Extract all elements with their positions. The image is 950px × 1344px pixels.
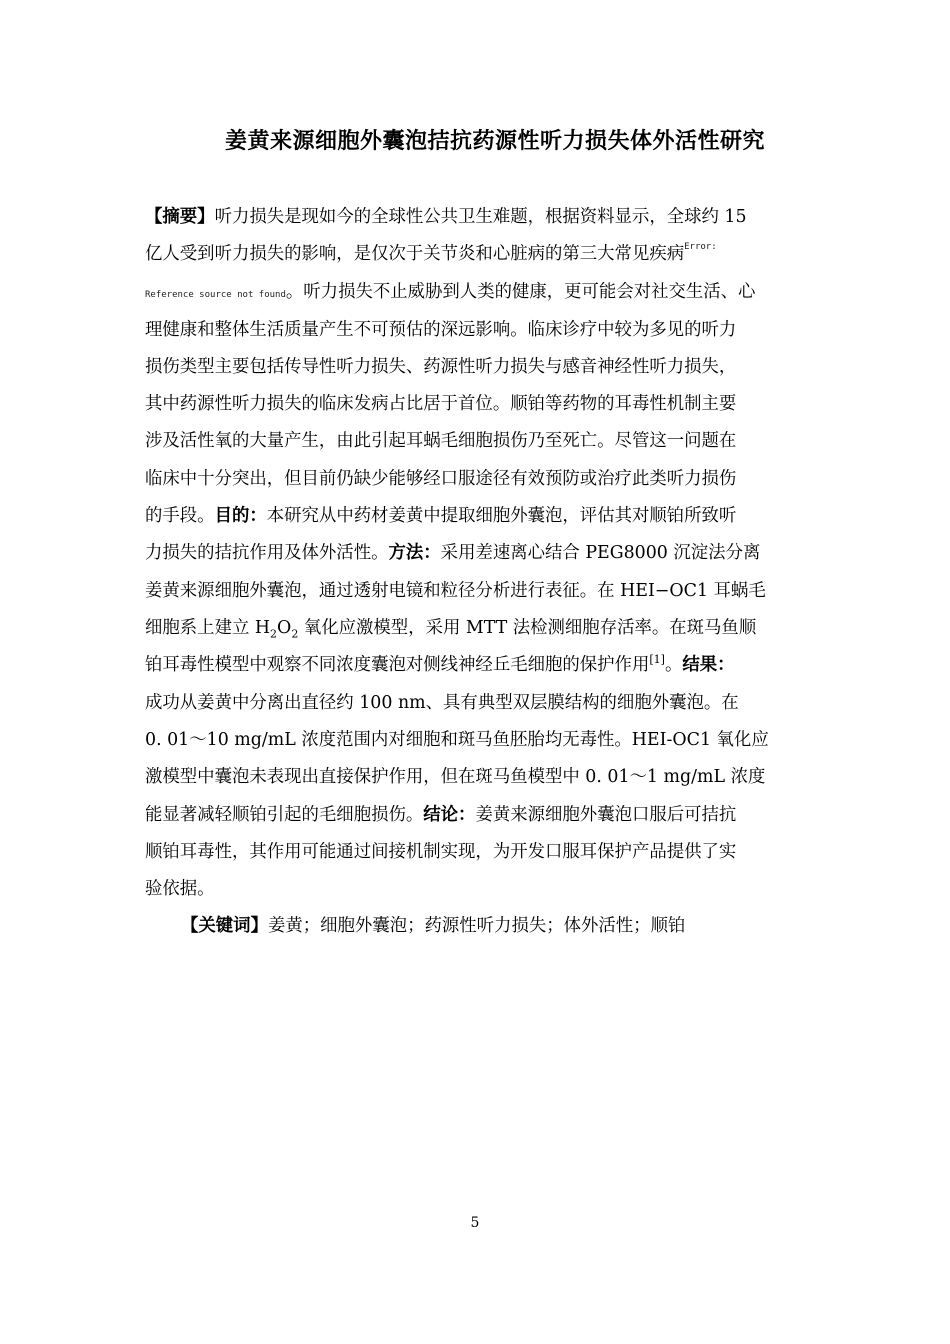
abstract-text: 能显著减轻顺铂引起的毛细胞损伤。 [145,805,424,825]
abstract-text: 。听力损失不止威胁到人类的健康，更可能会对社交生活、心 [285,282,756,302]
method-label: 方法： [388,543,441,563]
keywords-line [181,918,685,935]
abstract-text: 的手段。 [145,506,215,526]
reference-error-text: Error: [684,242,717,252]
paper-title: 姜黄来源细胞外囊泡拮抗药源性听力损失体外活性研究 [224,129,765,154]
conclusion-label: 结论： [423,805,476,825]
abstract-line [145,807,736,824]
abstract-text: 氧化应激模型，采用 MTT 法检测细胞存活率。在斑马鱼顺 [298,618,757,638]
abstract-line: 姜黄来源细胞外囊泡，通过透射电镜和粒径分析进行表征。在 HEI−OC1 耳蜗毛 [145,581,766,601]
abstract-text: 亿人受到听力损失的影响，是仅次于关节炎和心脏病的第三大常见疾病 [145,244,685,264]
abstract-line [145,242,717,264]
abstract-text: 细胞系上建立 H [145,618,271,638]
abstract-line [145,653,735,675]
abstract-text: O [277,618,292,638]
abstract-line [145,618,757,641]
abstract-line: 理健康和整体生活质量产生不可预估的深远影响。临床诊疗中较为多见的听力 [145,320,737,340]
abstract-line: 涉及活性氧的大量产生，由此引起耳蜗毛细胞损伤乃至死亡。尽管这一问题在 [145,431,737,451]
abstract-text: 。 [664,655,683,675]
keywords-label: 【关键词】 [181,916,268,936]
citation-superscript: [1] [649,653,665,667]
abstract-text: 采用差速离心结合 PEG8000 沉淀法分离 [440,543,761,563]
subscript: 2 [291,627,299,641]
abstract-line: 验依据。 [145,879,215,899]
abstract-line: 临床中十分突出，但目前仍缺少能够经口服途径有效预防或治疗此类听力损伤 [145,469,737,489]
reference-error-text: Reference source not found [145,290,286,300]
keywords-text: 姜黄；细胞外囊泡；药源性听力损失；体外活性；顺铂 [267,916,686,936]
abstract-line [145,508,736,525]
abstract-text: 姜黄来源细胞外囊泡口服后可拮抗 [475,805,737,825]
subscript: 2 [270,627,278,641]
abstract-line: 0. 01～10 mg/mL 浓度范围内对细胞和斑马鱼胚胎均无毒性。HEI-OC1 氧化应 [145,730,769,750]
result-label: 结果： [682,655,735,675]
abstract-text: 听力损失是现如今的全球性公共卫生难题，根据资料显示，全球约 15 [214,207,747,227]
purpose-label: 目的： [214,506,267,526]
abstract-line: 其中药源性听力损失的临床发病占比居于首位。顺铂等药物的耳毒性机制主要 [145,394,737,414]
abstract-label: 【摘要】 [145,207,215,227]
abstract-text: 力损失的拮抗作用及体外活性。 [145,543,389,563]
abstract-text: 铂耳毒性模型中观察不同浓度囊泡对侧线神经丘毛细胞的保护作用 [145,655,650,675]
abstract-line: 成功从姜黄中分离出直径约 100 nm、具有典型双层膜结构的细胞外囊泡。在 [145,693,739,713]
abstract-line [145,284,755,301]
abstract-line: 损伤类型主要包括传导性听力损失、药源性听力损失与感音神经性听力损失， [145,357,737,377]
page-number: 5 [470,1215,480,1231]
abstract-line: 顺铂耳毒性，其作用可能通过间接机制实现，为开发口服耳保护产品提供了实 [145,842,737,862]
abstract-line [145,209,747,226]
abstract-text: 本研究从中药材姜黄中提取细胞外囊泡，评估其对顺铂所致听 [266,506,737,526]
abstract-line [145,545,760,562]
abstract-line: 激模型中囊泡未表现出直接保护作用，但在斑马鱼模型中 0. 01～1 mg/mL 浓度 [145,767,766,787]
